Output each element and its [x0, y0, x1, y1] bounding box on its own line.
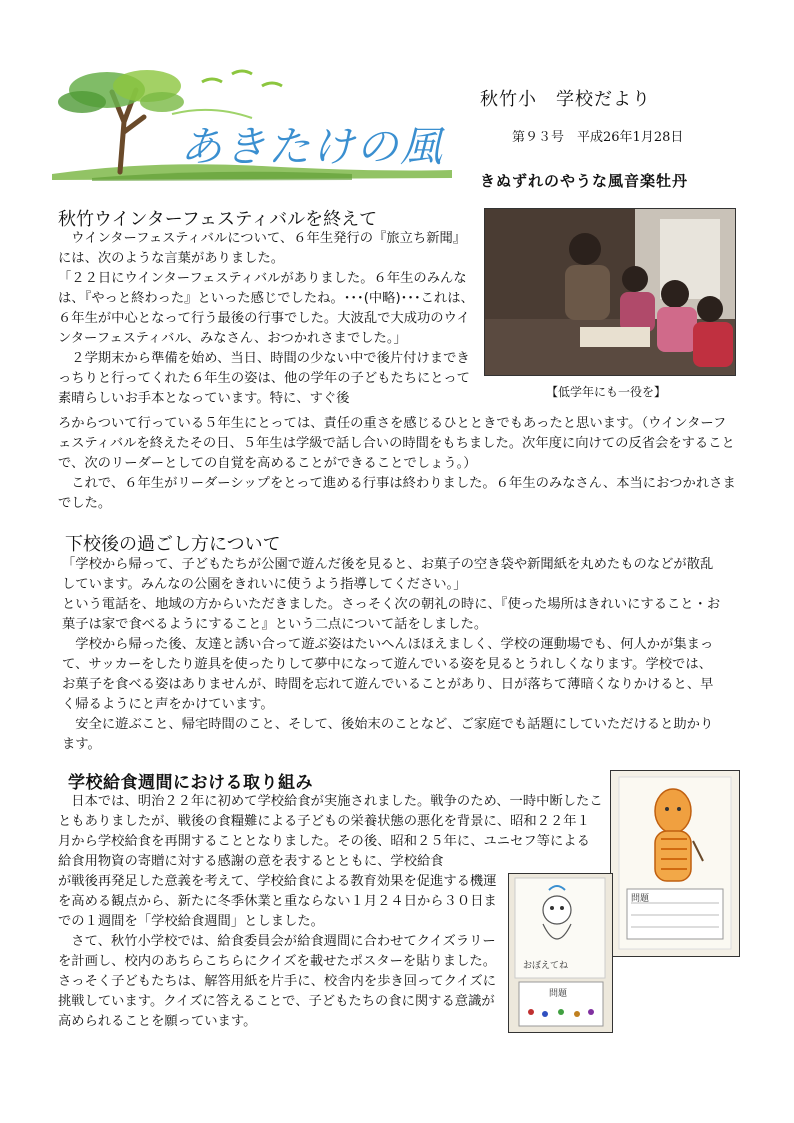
lunch-paragraph-2: さて、秋竹小学校では、給食委員会が給食週間に合わせてクイズラリーを計画し、校内のあちらこちらにクイズを載せたポスターを貼りました。さっそく子どもたちは、解答用紙を片手に、校舎内を歩き回ってクイズに挑戦しています。クイズに答えることで、子どもたちの食に関する意識が高められることを願っています。 [58, 934, 496, 1029]
logo-text: あきたけの風 [180, 122, 445, 171]
lunch-paragraph-1a: 日本では、明治２２年に初めて学校給食が実施されました。戦争のため、一時中断したこともありましたが、戦後の食糧難による子どもの栄養状態の悪化を背景に、昭和２２年１月から学校給食を再開することとなりました。その後、昭和２５年に、ユニセフ等による給食用物資の寄贈に対する感謝の意を表するとともに、学校給食 [58, 794, 603, 869]
afterschool-quote: 「学校から帰って、子どもたちが公園で遊んだ後を見ると、お菓子の空き袋や新聞紙を丸めたものなどが散乱しています。みんなの公園をきれいに使うよう指導してください。」 [62, 557, 714, 592]
poster-bottom-heading: 問題 [549, 989, 568, 999]
afterschool-section-title: 下校後の過ごし方について [65, 534, 281, 555]
winter-quote: 「２２日にウインターフェスティバルがありました。６年生のみんなは、『やっと終わった』といった感じでしたね。･･･(中略)･･･これは、６年生が中心となって行う最後の行事でした。大波乱で大成功のウインターフェスティバル、みなさん、おつかれさまでした。」 [58, 271, 474, 346]
poster-left-text: おぼえてね [523, 961, 569, 971]
afterschool-paragraph-2: 学校から帰った後、友達と誘い合って遊ぶ姿はたいへんほほえましく、学校の運動場でも、何人かが集まって、サッカーをしたり遊具を使ったりして夢中になって遊んでいる姿を見るとうれしくなります。学校では、お菓子を食べる姿はありませんが、時間を忘れて遊んでいることがあり、日が落ちて薄暗くなりかけると、早く帰るようにと声をかけています。 [62, 637, 714, 712]
winter-photo-caption: 【低学年にも一役を】 [546, 385, 667, 399]
lunch-poster-photo-right [610, 770, 740, 957]
winter-paragraph-1: ウインターフェスティバルについて、６年生発行の『旅立ち新聞』には、次のような言葉がありました。 [58, 231, 467, 266]
winter-section-title: 秋竹ウインターフェスティバルを終えて [58, 209, 378, 230]
afterschool-paragraph-1: という電話を、地域の方からいただきました。さっそく次の朝礼の時に、『使った場所はきれいにすること・お菓子は家で食べるようにすること』という二点について話をしました。 [62, 597, 721, 632]
school-title: 秋竹小 学校だより [480, 89, 651, 110]
school-logo [52, 62, 452, 184]
lunch-paragraph-1b: が戦後再発足した意義を考えて、学校給食による教育効果を促進する機運を高める観点から、新たに冬季休業と重ならない１月２４日から３０日までの１週間を「学校給食週間」としました。 [58, 874, 497, 929]
lunch-poster-photo-left [508, 873, 613, 1033]
afterschool-paragraph-3: 安全に遊ぶこと、帰宅時間のこと、そして、後始末のことなど、ご家庭でも話題にしていただけると助かります。 [62, 717, 714, 752]
winter-paragraph-2: ２学期末から準備を始め、当日、時間の少ない中で後片付けまできっちりと行ってくれた６年生の姿は、他の学年の子どもたちにとって素晴らしいお手本となっています。特に、すぐ後 [58, 351, 470, 406]
poster-right-heading: 問題 [631, 894, 650, 904]
motto: きぬずれのやうな風音楽牡丹 [480, 172, 689, 190]
winter-paragraph-4: これで、６年生がリーダーシップをとって進める行事は終わりました。６年生のみなさん、本当におつかれさまでした。 [58, 476, 736, 511]
winter-paragraph-3: ろからついて行っている５年生にとっては、責任の重さを感じるひとときでもあったと思います。（ウインターフェスティバルを終えたその日、５年生は学級で話し合いの時間をもちました。次年度に向けての反省会をすることで、次のリーダーとしての自覚を高めることができることでしょう。） [58, 416, 735, 471]
issue-number: 第９３号 平成26年1月28日 [512, 130, 684, 145]
lunch-section-title: 学校給食週間における取り組み [68, 773, 313, 793]
winter-photo [484, 208, 736, 376]
